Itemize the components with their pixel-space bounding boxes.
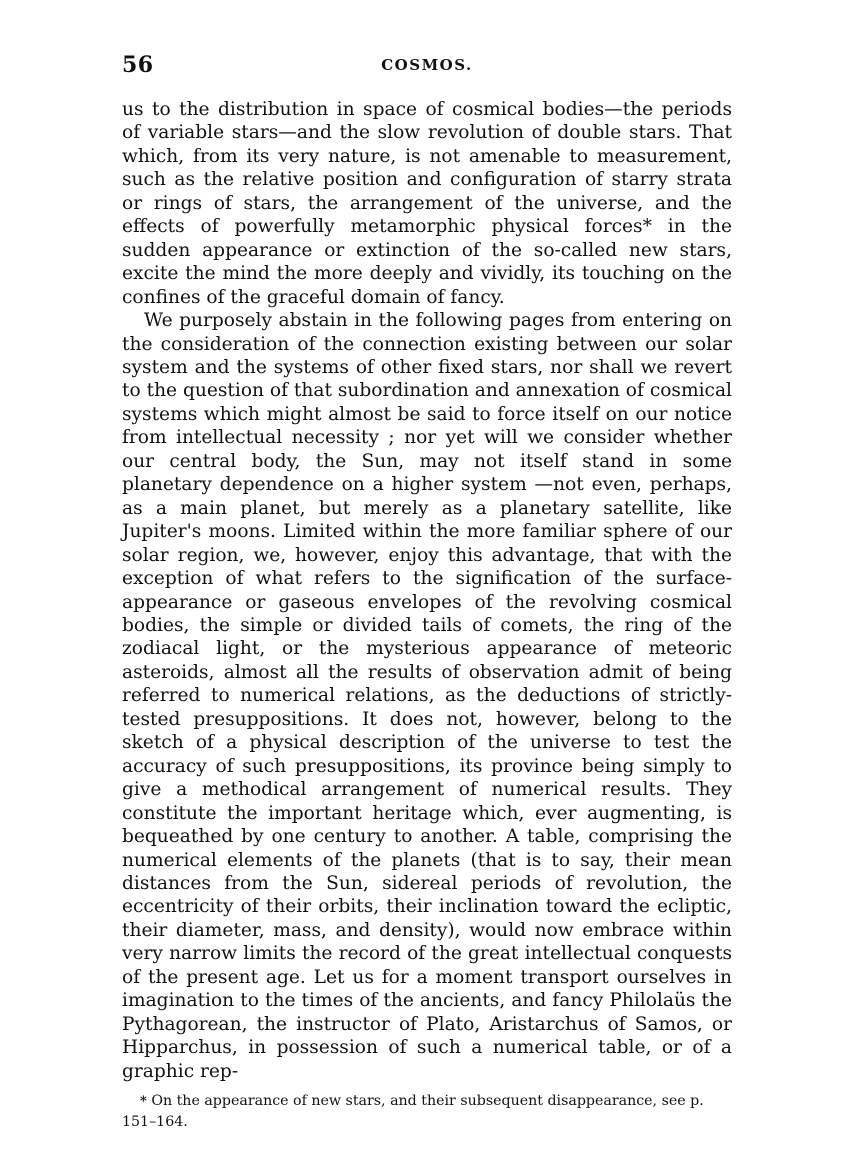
footnote-marker: * xyxy=(140,1094,147,1110)
footnote xyxy=(122,1091,732,1132)
body-text xyxy=(122,98,732,1083)
paragraph-2: We purposely abstain in the following pages from entering on the consideration of the connection existing between our solar system and the systems of other fixed stars, nor shall we revert to the question of that subordination and annexation of cosmical systems which might almost be said to force itself on our notice from intellectual necessity ; nor yet will we consider whether our central body, the Sun, may not itself stand in some planetary dependence on a higher system —not even, perhaps, as a main planet, but merely as a planetary satellite, like Jupiter's moons. Limited within the more familiar sphere of our solar region, we, however, enjoy this advantage, that with the exception of what refers to the signification of the surface-appearance or gaseous envelopes of the revolving cosmical bodies, the simple or divided tails of comets, the ring of the zodiacal light, or the mysterious appearance of meteoric asteroids, almost all the results of observation admit of being referred to numerical relations, as the deductions of strictly-tested presuppositions. It does not, however, belong to the sketch of a physical description of the universe to test the accuracy of such presuppositions, its province being simply to give a methodical arrangement of numerical results. They constitute the important heritage which, ever augmenting, is bequeathed by one century to another. A table, comprising the numerical elements of the planets (that is to say, their mean distances from the Sun, sidereal periods of revolution, the eccentricity of their orbits, their inclination toward the ecliptic, their diameter, mass, and density), would now embrace within very narrow limits the record of the great intellectual conquests of the present age. Let us for a moment transport ourselves in imagination to the times of the ancients, and fancy Philolaüs the Pythagorean, the instructor of Plato, Aristarchus of Samos, or Hipparchus, in possession of such a numerical table, or of a graphic rep- xyxy=(122,310,732,1082)
running-title: COSMOS. xyxy=(381,56,473,74)
book-page xyxy=(122,52,732,1132)
footnote-text: On the appearance of new stars, and their subsequent disappearance, see p. 151–164. xyxy=(122,1093,704,1131)
running-head xyxy=(122,52,732,82)
paragraph-1: us to the distribution in space of cosmical bodies—the periods of variable stars—and the slow revolution of double stars. That which, from its very nature, is not amenable to measurement, such as the relative position and configuration of starry strata or rings of stars, the arrangement of the universe, and the effects of powerfully metamorphic physical forces* in the sudden appearance or extinction of the so-called new stars, excite the mind the more deeply and vividly, its touching on the confines of the graceful domain of fancy. xyxy=(122,99,732,308)
page-number: 56 xyxy=(122,52,154,78)
